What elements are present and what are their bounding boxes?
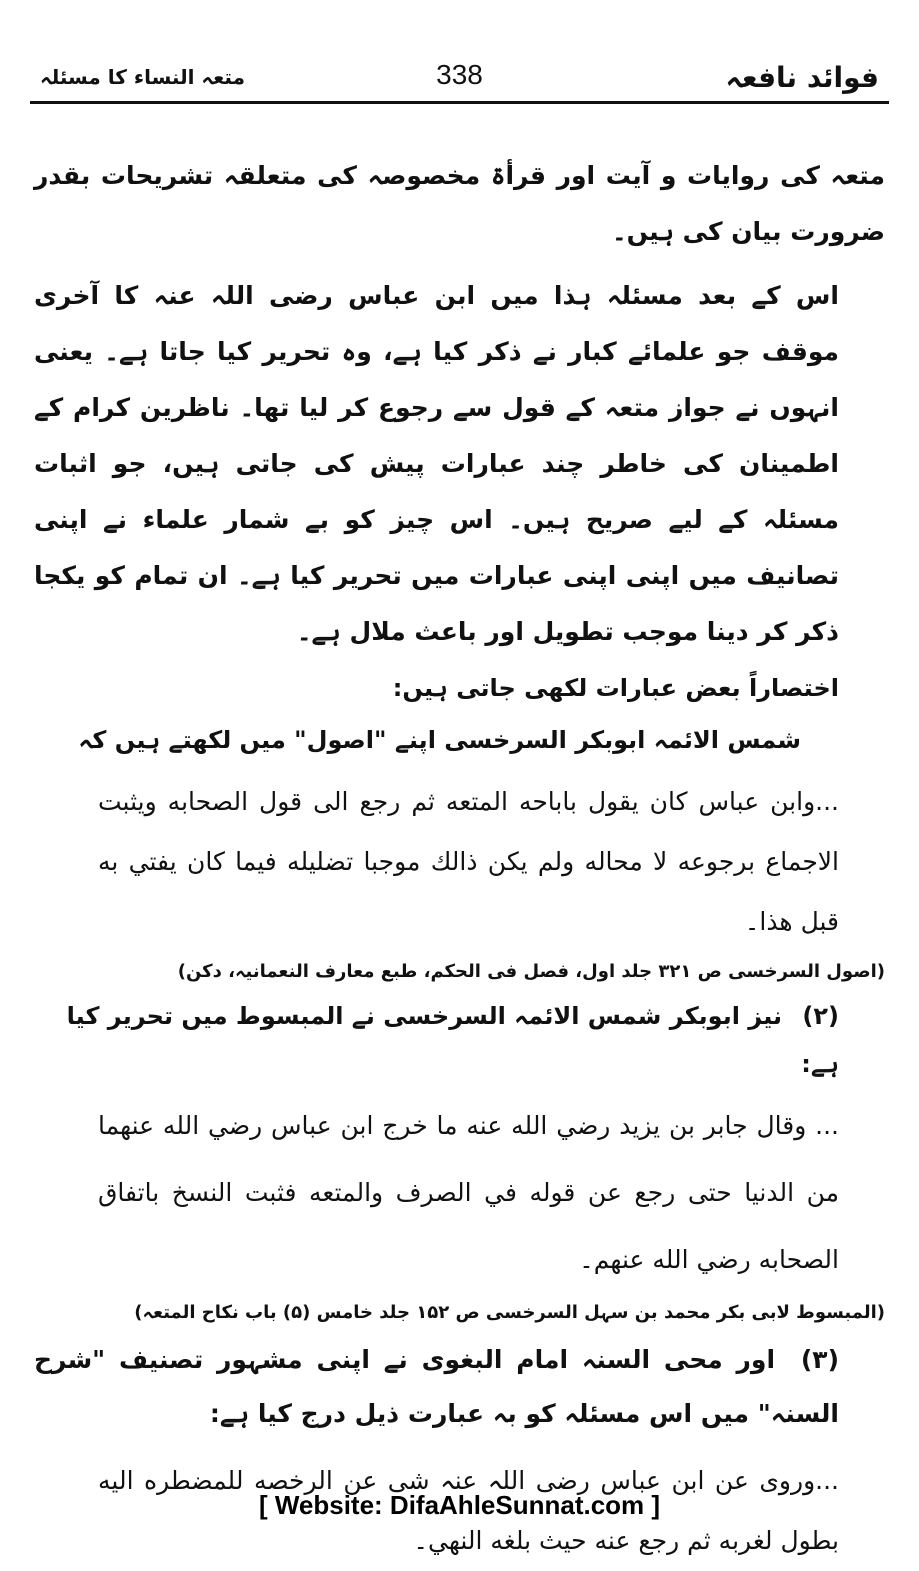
main-paragraph: اس کے بعد مسئلہ ہذا میں ابن عباس رضی اللہ عنہ کا آخری موقف جو علمائے کبار نے ذکر کیا ہے، وہ تحریر کیا جاتا ہے۔ یعنی انہوں نے جواز متعہ کے قول سے رجوع کر لیا تھا۔ ناظرین کرام کے اطمینان کی خاطر چند عبارات پیش کی جاتی ہیں، جو اثبات مسئلہ کے لیے صریح ہیں۔ اس چیز کو بے شمار علماء نے اپنی تصانیف میں اپنی اپنی عبارات میں تحریر کیا ہے۔ ان تمام کو یکجا ذکر کر دینا موجب تطویل اور باعث ملال ہے۔ (34, 281, 839, 646)
item-3-quote: ...وروی عن ابن عباس رضی اللہ عنہ شی عن الرخصه للمضطره اليه بطول لغربه ثم رجع عنه حيث بلغه النهي۔ (98, 1466, 839, 1555)
item-3-number: (۳) (800, 1345, 839, 1374)
item-1-citation: (اصول السرخسی ص ۳۲۱ جلد اول، فصل فی الحکم، طبع معارف النعمانیہ، دکن) (177, 961, 885, 982)
item-2-lead: نیز ابوبکر شمس الائمہ السرخسی نے المبسوط میں تحریر کیا ہے: (66, 1002, 839, 1078)
book-title: فوائد نافعہ (725, 61, 879, 94)
item-1-lead: شمس الائمہ ابوبکر السرخسی اپنے "اصول" میں لکھتے ہیں کہ (78, 726, 801, 754)
item-2-number: (۲) (802, 1002, 839, 1030)
intro-paragraph: متعہ کی روایات و آیت اور قرأۃ مخصوصہ کی متعلقہ تشریحات بقدر ضرورت بیان کی ہیں۔ (34, 161, 885, 246)
website-footer: [ Website: DifaAhleSunnat.com ] (258, 1490, 661, 1520)
item-3-heading (34, 1333, 885, 1441)
header-divider (30, 101, 889, 104)
page-number: 338 (436, 59, 483, 90)
item-1-quote: ...وابن عباس كان يقول باباحه المتعه ثم رجع الى قول الصحابه ويثبت الاجماع برجوعه لا محاله ولم يكن ذالك موجبا تضليله فيما كان يفتي به قبل هذا۔ (98, 787, 839, 936)
page-body (34, 148, 885, 1571)
chapter-title: متعہ النساء کا مسئلہ (40, 65, 245, 89)
item-2-quote: ... وقال جابر بن يزيد رضي الله عنه ما خرج ابن عباس رضي الله عنهما من الدنيا حتى رجع عن قوله في الصرف والمتعه فثبت النسخ باتفاق الصحابه رضي الله عنهم۔ (98, 1111, 839, 1274)
section-intro: اختصاراً بعض عبارات لکھی جاتی ہیں: (392, 674, 839, 702)
item-3-lead: اور محی السنہ امام البغوی نے اپنی مشہور تصنیف "شرح السنہ" میں اس مسئلہ کو بہ عبارت ذیل درج کیا ہے: (34, 1345, 839, 1428)
item-2-citation: (المبسوط لابی بکر محمد بن سہل السرخسی ص ۱۵۲ جلد خامس (۵) باب نکاح المتعہ) (134, 1302, 885, 1323)
item-2-heading (34, 992, 885, 1088)
page-header (30, 55, 889, 99)
